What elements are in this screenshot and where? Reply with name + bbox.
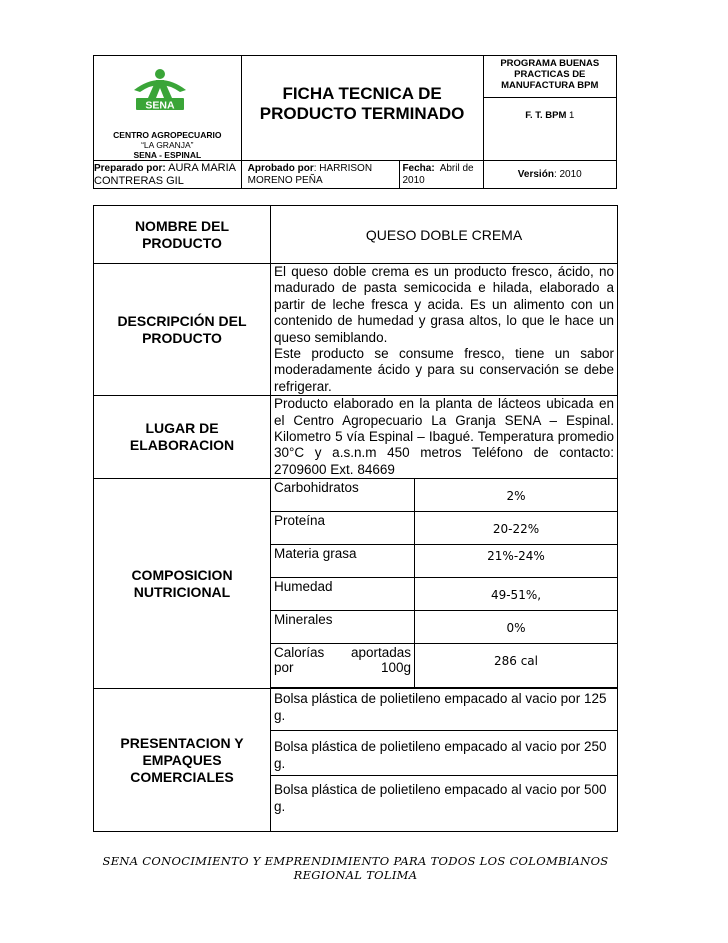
table-row <box>271 512 618 545</box>
table-row <box>271 578 618 611</box>
date-cell <box>400 161 483 189</box>
table-row <box>271 611 618 644</box>
program-name: PROGRAMA BUENAS PRACTICAS DE MANUFACTURA BPM <box>500 58 600 91</box>
packaging-item: Bolsa plástica de polietileno empacado al vacio por 250 g. <box>271 731 617 776</box>
footer-line2: REGIONAL TOLIMA <box>293 868 418 882</box>
footer-line1: SENA CONOCIMIENTO Y EMPRENDIMIENTO PARA TODOS LOS COLOMBIANOS <box>102 854 609 868</box>
version-cell <box>483 161 616 189</box>
nutrient-value: 2% <box>415 479 618 512</box>
table-row <box>271 545 618 578</box>
nutrient-name: Minerales <box>271 611 415 644</box>
center-line3: SENA - ESPINAL <box>133 150 202 160</box>
name-value: QUESO DOBLE CREMA <box>271 206 618 264</box>
version-value: : 2010 <box>553 168 582 180</box>
nutrient-value: 21%-24% <box>415 545 618 578</box>
composition-cell <box>271 479 618 689</box>
description-paragraph-2: Este producto se consume fresco, tiene un sabor moderadamente ácido y para su conservación se debe refrigerar. <box>274 346 614 394</box>
program-cell <box>483 56 616 161</box>
approved-cell <box>241 161 400 189</box>
packaging-label: PRESENTACION Y EMPAQUES COMERCIALES <box>94 689 271 832</box>
prepared-cell <box>94 161 242 189</box>
nutrient-value: 0% <box>415 611 618 644</box>
approved-label: Aprobado por <box>247 163 314 174</box>
nutrient-value: 286 cal <box>415 644 618 688</box>
date-value: Abril de 2010 <box>402 163 474 186</box>
packaging-item: Bolsa plástica de polietileno empacado al vacio por 500 g. <box>274 782 607 814</box>
table-row <box>271 644 618 688</box>
version-label: Versión <box>517 168 554 180</box>
place-label: LUGAR DE ELABORACION <box>94 396 271 479</box>
document-title: FICHA TECNICA DE PRODUCTO TERMINADO <box>259 84 465 123</box>
description-label: DESCRIPCIÓN DEL PRODUCTO <box>94 264 271 396</box>
header-table <box>93 55 617 189</box>
ft-code: F. T. BPM 1 <box>525 110 575 121</box>
center-line2: “LA GRANJA” <box>141 140 194 150</box>
nutrient-name: Materia grasa <box>271 545 415 578</box>
footer <box>93 854 618 882</box>
description-paragraph-1: El queso doble crema es un producto fresco, ácido, no madurado de pasta semicocida e hilada, elaborado a partir de leche fresca y acida. Es un alimento con un contenido de humedad y grasa altos, lo que le hace un queso semiblando. <box>274 264 614 345</box>
nutrient-name: Calorías aportadas por 100g <box>271 644 415 688</box>
nutrient-name: Proteína <box>271 512 415 545</box>
name-label: NOMBRE DEL PRODUCTO <box>94 206 271 264</box>
center-name <box>94 130 241 160</box>
nutrient-name: Humedad <box>271 578 415 611</box>
prepared-label: Preparado por: <box>94 163 166 174</box>
place-value: Producto elaborado en la planta de lácteos ubicada en el Centro Agropecuario La Granja SENA – Espinal. Kilometro 5 vía Espinal – Ibagué. Temperatura promedio 30°C y a.s.n.m 450 metros Teléfono de contacto: 2709600 Ext. 84669 <box>271 396 618 479</box>
product-table <box>93 205 618 832</box>
description-value <box>271 264 618 396</box>
sena-logo <box>128 68 192 118</box>
packaging-item: Bolsa plástica de polietileno empacado al vacio por 125 g. <box>271 689 617 731</box>
logo-cell <box>94 56 242 161</box>
composition-table <box>270 478 618 688</box>
nutrient-value: 20-22% <box>415 512 618 545</box>
composition-label: COMPOSICION NUTRICIONAL <box>94 479 271 689</box>
approved-value: : HARRISON MORENO PEÑA <box>247 163 373 186</box>
center-line1: CENTRO AGROPECUARIO <box>113 130 222 140</box>
nutrient-value: 49-51%, <box>415 578 618 611</box>
nutrient-name: Carbohidratos <box>271 479 415 512</box>
title-cell <box>241 56 483 161</box>
table-row <box>271 479 618 512</box>
packaging-cell <box>271 689 618 832</box>
logo-text: SENA <box>145 99 175 112</box>
date-label: Fecha: <box>402 163 435 174</box>
prepared-value: AURA MARIA CONTRERAS GIL <box>94 162 236 187</box>
